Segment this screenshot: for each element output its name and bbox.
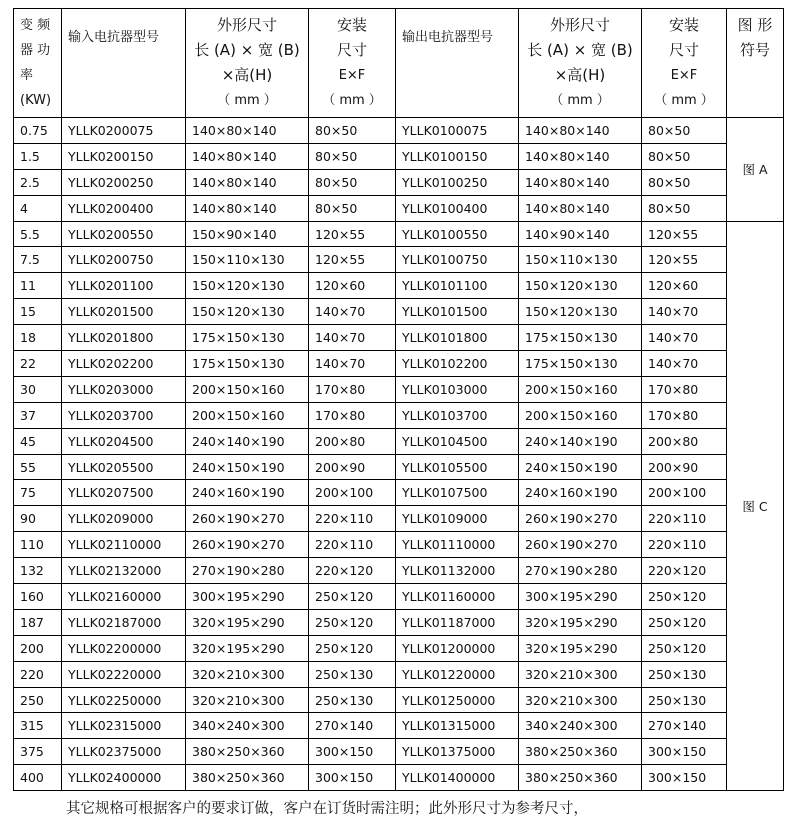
header-power: 变 频 器 功 率 (KW) xyxy=(14,9,62,118)
cell-input-model: YLLK02187000 xyxy=(62,609,186,635)
table-row xyxy=(14,376,784,402)
cell-input-model: YLLK0205500 xyxy=(62,454,186,480)
cell-input-dims: 320×210×300 xyxy=(186,687,309,713)
header-row xyxy=(14,9,784,118)
table-row xyxy=(14,506,784,532)
cell-input-model: YLLK02132000 xyxy=(62,558,186,584)
cell-input-dims: 150×90×140 xyxy=(186,221,309,247)
cell-input-model: YLLK0203000 xyxy=(62,376,186,402)
cell-output-dims: 380×250×360 xyxy=(519,765,642,791)
cell-output-mount: 120×55 xyxy=(642,247,727,273)
cell-output-mount: 140×70 xyxy=(642,299,727,325)
table-row xyxy=(14,454,784,480)
cell-output-dims: 175×150×130 xyxy=(519,351,642,377)
cell-power: 2.5 xyxy=(14,169,62,195)
cell-input-dims: 270×190×280 xyxy=(186,558,309,584)
cell-input-dims: 340×240×300 xyxy=(186,713,309,739)
cell-input-dims: 175×150×130 xyxy=(186,351,309,377)
cell-input-model: YLLK0207500 xyxy=(62,480,186,506)
table-row xyxy=(14,558,784,584)
cell-input-mount: 200×80 xyxy=(309,428,396,454)
cell-input-mount: 80×50 xyxy=(309,118,396,144)
cell-input-dims: 150×110×130 xyxy=(186,247,309,273)
cell-input-model: YLLK0200400 xyxy=(62,195,186,221)
cell-power: 375 xyxy=(14,739,62,765)
table-row xyxy=(14,402,784,428)
cell-output-dims: 150×120×130 xyxy=(519,299,642,325)
cell-output-model: YLLK0102200 xyxy=(396,351,519,377)
cell-input-mount: 80×50 xyxy=(309,143,396,169)
cell-output-mount: 80×50 xyxy=(642,143,727,169)
cell-output-dims: 320×210×300 xyxy=(519,661,642,687)
cell-output-dims: 300×195×290 xyxy=(519,584,642,610)
cell-input-mount: 200×90 xyxy=(309,454,396,480)
cell-output-model: YLLK01200000 xyxy=(396,635,519,661)
cell-output-model: YLLK01110000 xyxy=(396,532,519,558)
cell-output-dims: 320×195×290 xyxy=(519,609,642,635)
cell-input-model: YLLK0201100 xyxy=(62,273,186,299)
cell-input-mount: 120×60 xyxy=(309,273,396,299)
cell-input-model: YLLK0200750 xyxy=(62,247,186,273)
table-row xyxy=(14,480,784,506)
cell-input-dims: 260×190×270 xyxy=(186,506,309,532)
cell-output-model: YLLK0100400 xyxy=(396,195,519,221)
table-row xyxy=(14,143,784,169)
cell-input-dims: 200×150×160 xyxy=(186,376,309,402)
cell-power: 75 xyxy=(14,480,62,506)
table-row xyxy=(14,273,784,299)
cell-input-mount: 170×80 xyxy=(309,402,396,428)
cell-power: 110 xyxy=(14,532,62,558)
table-row xyxy=(14,609,784,635)
cell-output-dims: 270×190×280 xyxy=(519,558,642,584)
cell-output-dims: 260×190×270 xyxy=(519,532,642,558)
table-row xyxy=(14,532,784,558)
cell-output-dims: 320×195×290 xyxy=(519,635,642,661)
cell-input-mount: 120×55 xyxy=(309,247,396,273)
cell-output-dims: 240×140×190 xyxy=(519,428,642,454)
cell-output-dims: 200×150×160 xyxy=(519,402,642,428)
cell-output-dims: 240×150×190 xyxy=(519,454,642,480)
cell-input-dims: 140×80×140 xyxy=(186,169,309,195)
cell-output-dims: 260×190×270 xyxy=(519,506,642,532)
cell-output-mount: 220×120 xyxy=(642,558,727,584)
cell-output-dims: 150×110×130 xyxy=(519,247,642,273)
reactor-spec-table xyxy=(13,8,784,791)
cell-power: 18 xyxy=(14,325,62,351)
table-row xyxy=(14,221,784,247)
cell-output-mount: 170×80 xyxy=(642,402,727,428)
cell-input-model: YLLK02375000 xyxy=(62,739,186,765)
cell-output-mount: 140×70 xyxy=(642,325,727,351)
cell-input-dims: 240×150×190 xyxy=(186,454,309,480)
cell-input-dims: 320×195×290 xyxy=(186,635,309,661)
cell-input-model: YLLK0202200 xyxy=(62,351,186,377)
cell-power: 160 xyxy=(14,584,62,610)
cell-input-model: YLLK02110000 xyxy=(62,532,186,558)
header-input-dims: 外形尺寸 长 (A) × 宽 (B) ×高(H) （ mm ） xyxy=(186,9,309,118)
cell-input-model: YLLK02200000 xyxy=(62,635,186,661)
cell-output-mount: 140×70 xyxy=(642,351,727,377)
cell-power: 22 xyxy=(14,351,62,377)
cell-output-dims: 320×210×300 xyxy=(519,687,642,713)
cell-input-dims: 175×150×130 xyxy=(186,325,309,351)
cell-output-dims: 140×80×140 xyxy=(519,118,642,144)
cell-output-mount: 200×90 xyxy=(642,454,727,480)
cell-input-model: YLLK0209000 xyxy=(62,506,186,532)
footer-note: 其它规格可根据客户的要求订做，客户在订货时需注明；此外形尺寸为参考尺寸， xyxy=(66,801,588,817)
cell-power: 400 xyxy=(14,765,62,791)
cell-input-dims: 140×80×140 xyxy=(186,143,309,169)
cell-output-model: YLLK01315000 xyxy=(396,713,519,739)
cell-figure: 图 C xyxy=(727,221,784,791)
cell-input-mount: 250×130 xyxy=(309,687,396,713)
header-figure: 图 形 符号 xyxy=(727,9,784,118)
cell-output-mount: 220×110 xyxy=(642,506,727,532)
cell-output-model: YLLK0100150 xyxy=(396,143,519,169)
cell-input-mount: 250×120 xyxy=(309,609,396,635)
cell-output-model: YLLK0109000 xyxy=(396,506,519,532)
cell-input-model: YLLK0203700 xyxy=(62,402,186,428)
cell-input-mount: 250×130 xyxy=(309,661,396,687)
cell-power: 1.5 xyxy=(14,143,62,169)
cell-input-mount: 250×120 xyxy=(309,584,396,610)
cell-output-model: YLLK0100075 xyxy=(396,118,519,144)
cell-input-model: YLLK0200550 xyxy=(62,221,186,247)
table-row xyxy=(14,584,784,610)
cell-input-dims: 320×195×290 xyxy=(186,609,309,635)
header-output-mount: 安装 尺寸 E×F （ mm ） xyxy=(642,9,727,118)
cell-output-model: YLLK0100750 xyxy=(396,247,519,273)
cell-output-model: YLLK0100250 xyxy=(396,169,519,195)
cell-input-model: YLLK02400000 xyxy=(62,765,186,791)
header-input-model: 输入电抗器型号 xyxy=(62,9,186,118)
cell-input-model: YLLK0200150 xyxy=(62,143,186,169)
cell-power: 220 xyxy=(14,661,62,687)
cell-output-dims: 140×80×140 xyxy=(519,195,642,221)
cell-input-model: YLLK02250000 xyxy=(62,687,186,713)
cell-output-mount: 220×110 xyxy=(642,532,727,558)
cell-output-dims: 175×150×130 xyxy=(519,325,642,351)
cell-output-mount: 80×50 xyxy=(642,169,727,195)
cell-power: 315 xyxy=(14,713,62,739)
cell-input-mount: 170×80 xyxy=(309,376,396,402)
cell-input-mount: 140×70 xyxy=(309,325,396,351)
cell-output-model: YLLK0101100 xyxy=(396,273,519,299)
cell-input-model: YLLK0200250 xyxy=(62,169,186,195)
cell-power: 45 xyxy=(14,428,62,454)
cell-power: 37 xyxy=(14,402,62,428)
cell-output-mount: 250×130 xyxy=(642,687,727,713)
header-output-dims: 外形尺寸 长 (A) × 宽 (B) ×高(H) （ mm ） xyxy=(519,9,642,118)
cell-power: 11 xyxy=(14,273,62,299)
cell-output-dims: 140×80×140 xyxy=(519,143,642,169)
cell-power: 5.5 xyxy=(14,221,62,247)
cell-output-mount: 250×120 xyxy=(642,635,727,661)
cell-output-mount: 170×80 xyxy=(642,376,727,402)
cell-output-dims: 200×150×160 xyxy=(519,376,642,402)
cell-input-mount: 300×150 xyxy=(309,739,396,765)
cell-input-dims: 150×120×130 xyxy=(186,273,309,299)
header-input-mount: 安装 尺寸 E×F （ mm ） xyxy=(309,9,396,118)
cell-output-model: YLLK0101800 xyxy=(396,325,519,351)
cell-input-dims: 380×250×360 xyxy=(186,739,309,765)
cell-input-dims: 260×190×270 xyxy=(186,532,309,558)
cell-power: 15 xyxy=(14,299,62,325)
cell-power: 90 xyxy=(14,506,62,532)
cell-power: 30 xyxy=(14,376,62,402)
table-row xyxy=(14,739,784,765)
cell-output-mount: 250×130 xyxy=(642,661,727,687)
cell-output-dims: 150×120×130 xyxy=(519,273,642,299)
cell-power: 4 xyxy=(14,195,62,221)
header-output-model: 输出电抗器型号 xyxy=(396,9,519,118)
cell-output-model: YLLK01160000 xyxy=(396,584,519,610)
cell-output-model: YLLK01400000 xyxy=(396,765,519,791)
cell-input-mount: 140×70 xyxy=(309,351,396,377)
cell-input-dims: 380×250×360 xyxy=(186,765,309,791)
cell-output-model: YLLK01132000 xyxy=(396,558,519,584)
cell-output-dims: 340×240×300 xyxy=(519,713,642,739)
cell-input-mount: 270×140 xyxy=(309,713,396,739)
cell-input-mount: 80×50 xyxy=(309,195,396,221)
cell-input-mount: 80×50 xyxy=(309,169,396,195)
cell-input-dims: 300×195×290 xyxy=(186,584,309,610)
cell-output-mount: 120×55 xyxy=(642,221,727,247)
cell-output-model: YLLK0101500 xyxy=(396,299,519,325)
table-row xyxy=(14,351,784,377)
cell-power: 187 xyxy=(14,609,62,635)
cell-figure: 图 A xyxy=(727,118,784,222)
table-row xyxy=(14,299,784,325)
table-row xyxy=(14,118,784,144)
table-row xyxy=(14,428,784,454)
cell-input-mount: 220×120 xyxy=(309,558,396,584)
cell-input-model: YLLK02315000 xyxy=(62,713,186,739)
cell-power: 250 xyxy=(14,687,62,713)
cell-input-dims: 200×150×160 xyxy=(186,402,309,428)
cell-input-model: YLLK0201500 xyxy=(62,299,186,325)
cell-output-model: YLLK0104500 xyxy=(396,428,519,454)
cell-input-dims: 240×160×190 xyxy=(186,480,309,506)
cell-input-model: YLLK0204500 xyxy=(62,428,186,454)
cell-input-model: YLLK0201800 xyxy=(62,325,186,351)
cell-input-model: YLLK02220000 xyxy=(62,661,186,687)
cell-output-mount: 250×120 xyxy=(642,609,727,635)
cell-power: 200 xyxy=(14,635,62,661)
cell-input-mount: 120×55 xyxy=(309,221,396,247)
table-row xyxy=(14,325,784,351)
cell-output-dims: 140×90×140 xyxy=(519,221,642,247)
cell-output-model: YLLK01187000 xyxy=(396,609,519,635)
cell-input-dims: 240×140×190 xyxy=(186,428,309,454)
table-row xyxy=(14,713,784,739)
cell-output-mount: 250×120 xyxy=(642,584,727,610)
cell-output-model: YLLK01250000 xyxy=(396,687,519,713)
table-body xyxy=(14,118,784,791)
cell-input-dims: 150×120×130 xyxy=(186,299,309,325)
cell-power: 7.5 xyxy=(14,247,62,273)
cell-input-mount: 220×110 xyxy=(309,532,396,558)
cell-output-mount: 270×140 xyxy=(642,713,727,739)
table-row xyxy=(14,247,784,273)
cell-output-mount: 120×60 xyxy=(642,273,727,299)
cell-output-dims: 140×80×140 xyxy=(519,169,642,195)
cell-output-model: YLLK0103700 xyxy=(396,402,519,428)
cell-input-mount: 250×120 xyxy=(309,635,396,661)
cell-input-model: YLLK0200075 xyxy=(62,118,186,144)
table-row xyxy=(14,635,784,661)
cell-input-dims: 140×80×140 xyxy=(186,195,309,221)
cell-output-mount: 300×150 xyxy=(642,739,727,765)
cell-power: 55 xyxy=(14,454,62,480)
cell-input-dims: 140×80×140 xyxy=(186,118,309,144)
cell-output-model: YLLK0103000 xyxy=(396,376,519,402)
cell-output-model: YLLK0100550 xyxy=(396,221,519,247)
cell-output-model: YLLK01220000 xyxy=(396,661,519,687)
table-row xyxy=(14,195,784,221)
cell-input-dims: 320×210×300 xyxy=(186,661,309,687)
cell-output-dims: 380×250×360 xyxy=(519,739,642,765)
cell-output-model: YLLK0107500 xyxy=(396,480,519,506)
cell-output-mount: 80×50 xyxy=(642,118,727,144)
table-row xyxy=(14,765,784,791)
table-row xyxy=(14,169,784,195)
cell-input-mount: 140×70 xyxy=(309,299,396,325)
cell-output-mount: 200×100 xyxy=(642,480,727,506)
cell-input-model: YLLK02160000 xyxy=(62,584,186,610)
cell-output-dims: 240×160×190 xyxy=(519,480,642,506)
table-row xyxy=(14,687,784,713)
cell-input-mount: 220×110 xyxy=(309,506,396,532)
cell-output-mount: 80×50 xyxy=(642,195,727,221)
cell-input-mount: 200×100 xyxy=(309,480,396,506)
cell-output-mount: 200×80 xyxy=(642,428,727,454)
cell-output-model: YLLK01375000 xyxy=(396,739,519,765)
cell-power: 0.75 xyxy=(14,118,62,144)
cell-output-mount: 300×150 xyxy=(642,765,727,791)
cell-input-mount: 300×150 xyxy=(309,765,396,791)
cell-power: 132 xyxy=(14,558,62,584)
table-row xyxy=(14,661,784,687)
cell-output-model: YLLK0105500 xyxy=(396,454,519,480)
